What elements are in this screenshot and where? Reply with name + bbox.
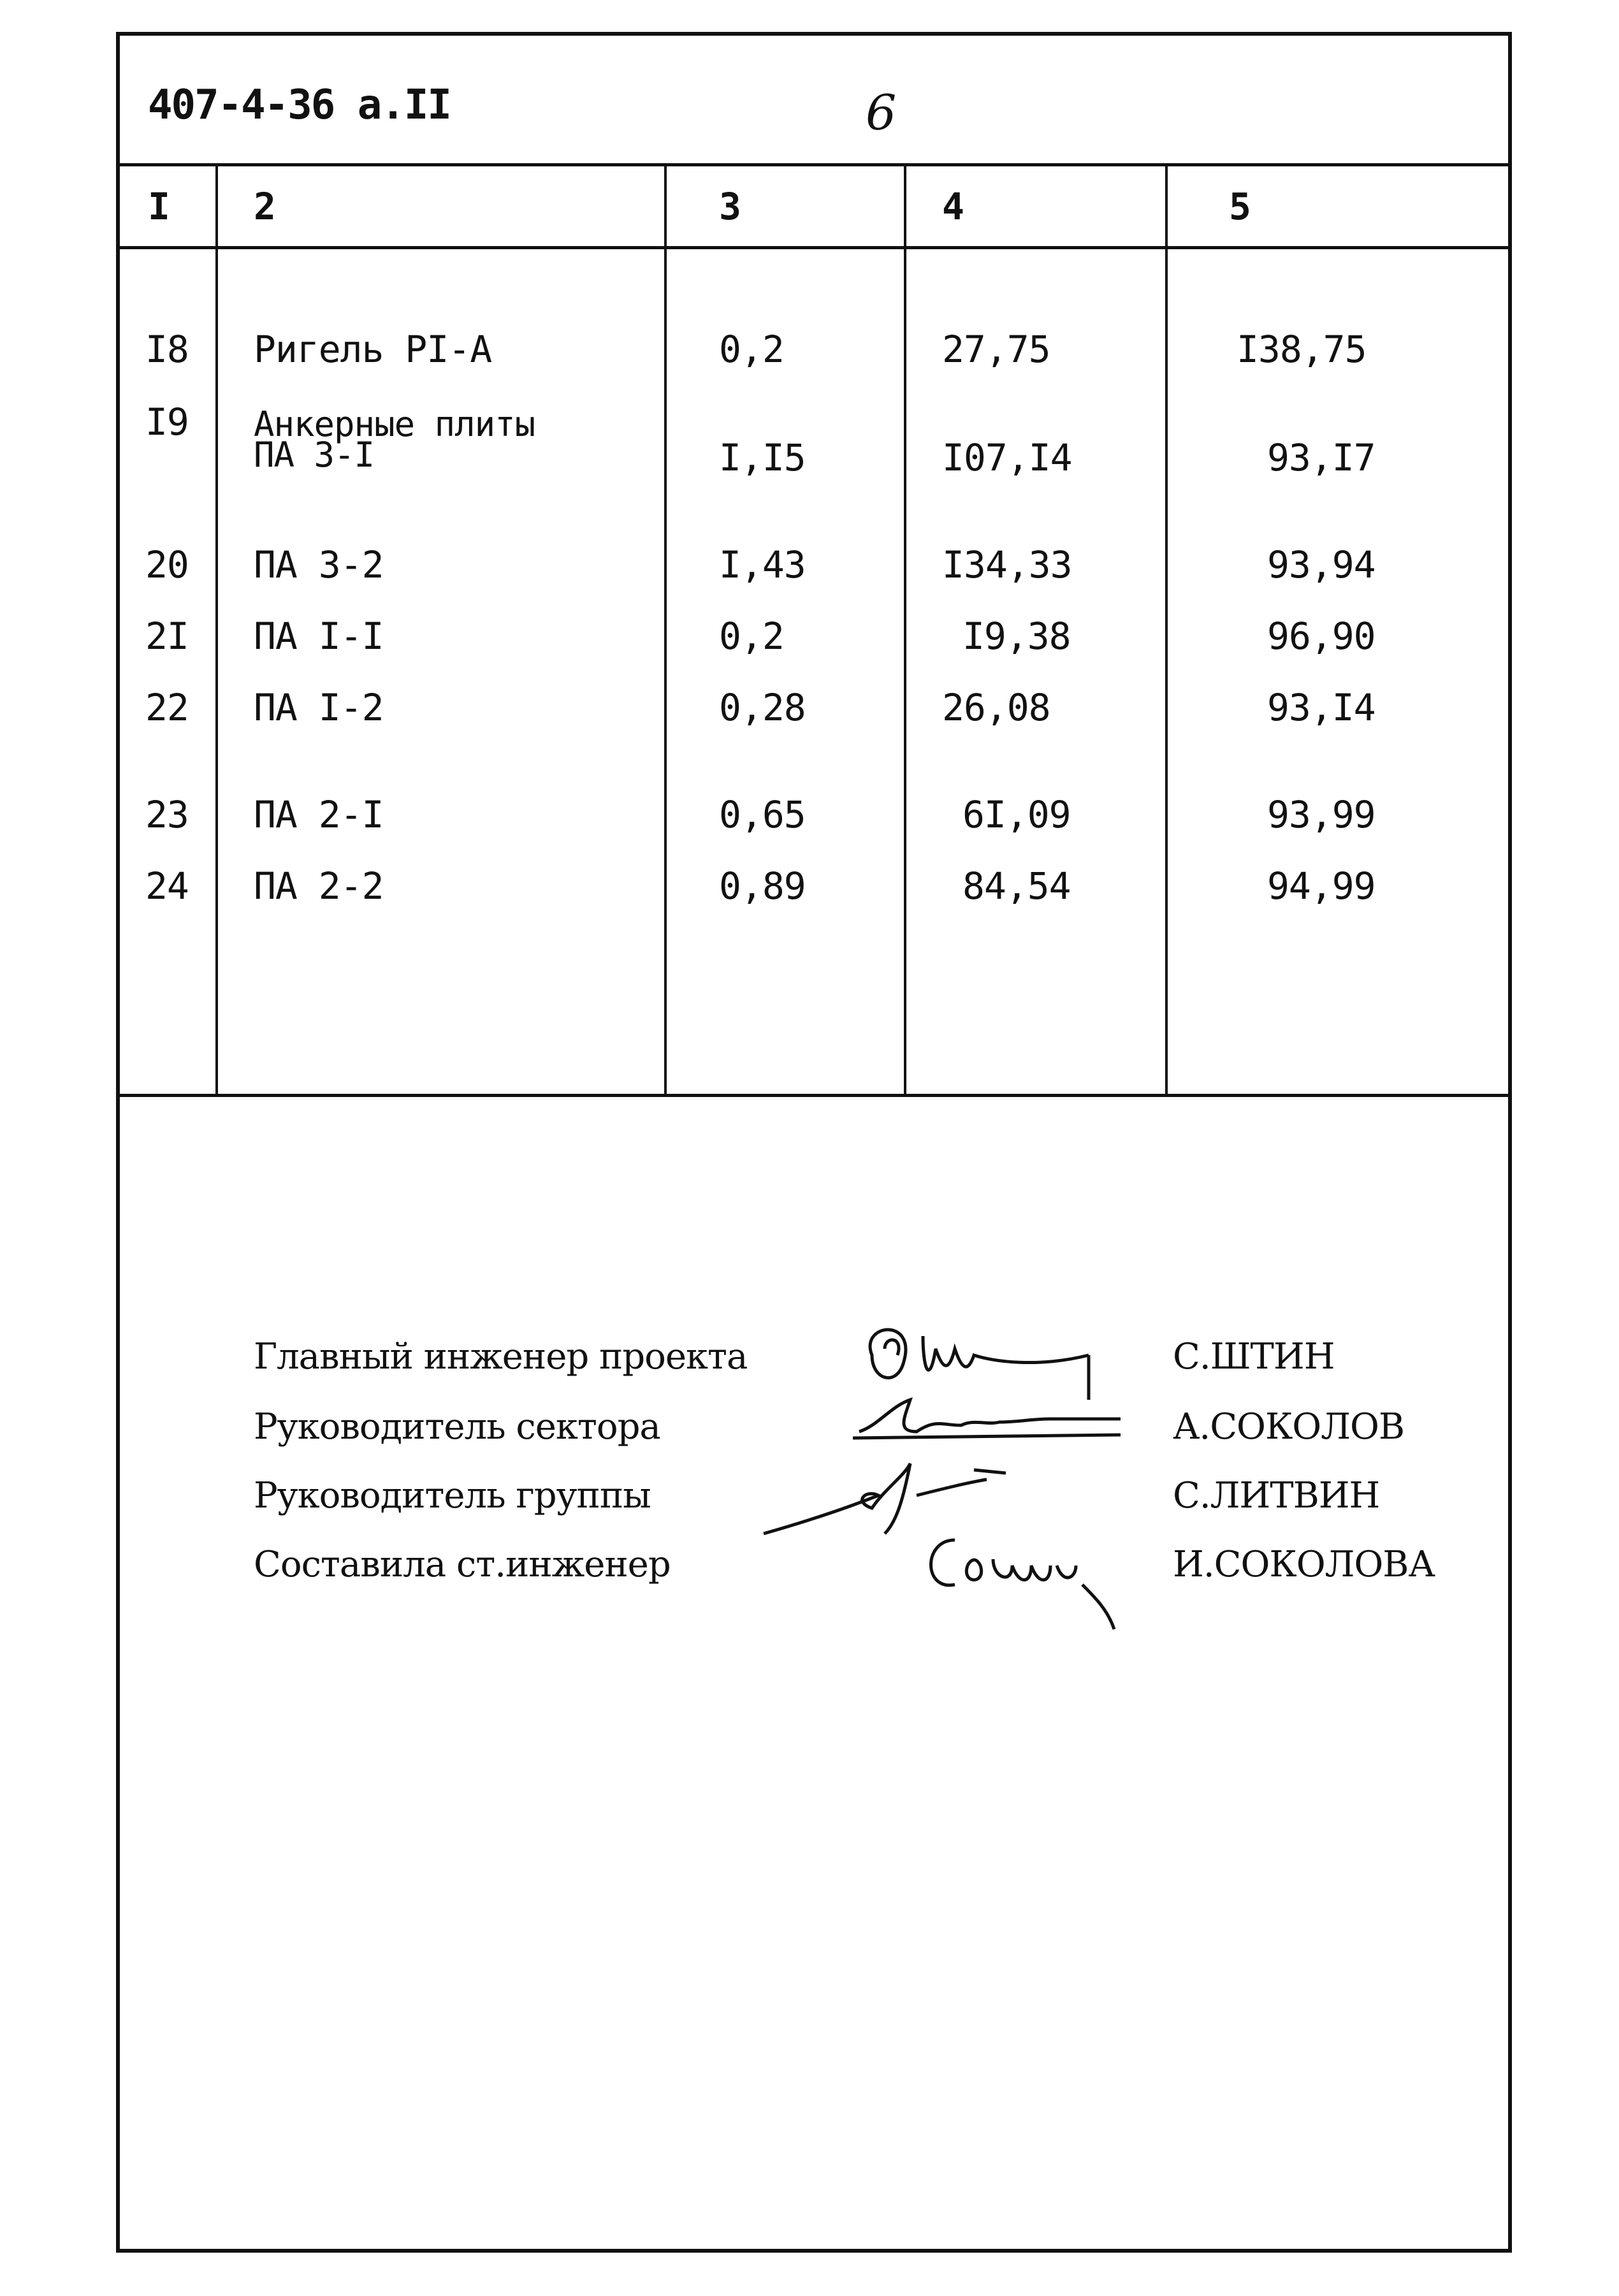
column-header: 3 [719,185,741,228]
value-col3: 0,89 [719,864,806,908]
row-number: I8 [145,328,189,371]
column-header: 2 [254,185,275,228]
signature-role: Составила ст.инженер [254,1544,671,1585]
item-group-name: Анкерные плиты [254,404,535,444]
value-col5: 93,94 [1267,543,1376,586]
signatory-name: С.ЛИТВИН [1173,1475,1380,1516]
column-header: 5 [1229,185,1251,228]
page-number: 6 [866,84,897,141]
signatory-name: А.СОКОЛОВ [1173,1406,1405,1448]
value-col5: 93,99 [1267,793,1376,836]
handwritten-signature [910,1515,1140,1642]
document-sheet [116,32,1512,2253]
value-col4: 27,75 [942,328,1050,371]
column-header: 4 [942,185,964,228]
title-block [120,36,1508,166]
value-col5: 93,I4 [1267,686,1376,729]
value-col5: 93,I7 [1267,436,1376,479]
value-col3: 0,28 [719,686,806,729]
value-col4: I9,38 [962,614,1071,658]
signature-role: Главный инженер проекта [254,1336,748,1377]
value-col5: 96,90 [1267,614,1376,658]
item-name: ПА 3-I [254,435,375,475]
value-col5: 94,99 [1267,864,1376,908]
item-name: ПА 2-2 [254,864,384,908]
column-divider [215,163,218,1094]
row-number: 22 [145,686,189,729]
item-name: ПА I-2 [254,686,384,729]
value-col3: I,43 [719,543,806,586]
row-number: I9 [145,400,189,444]
signature-role: Руководитель группы [254,1475,651,1516]
row-number: 23 [145,793,189,836]
signatory-name: С.ШТИН [1173,1336,1335,1377]
item-name: ПА 2-I [254,793,384,836]
value-col3: 0,2 [719,614,784,658]
value-col4: I07,I4 [942,436,1072,479]
value-col3: 0,2 [719,328,784,371]
column-header: I [148,185,170,228]
column-divider [664,163,667,1094]
value-col3: I,I5 [719,436,806,479]
value-col4: 84,54 [962,864,1071,908]
value-col4: 26,08 [942,686,1050,729]
column-divider [904,163,906,1094]
signature-role: Руководитель сектора [254,1406,660,1448]
item-name: Ригель PI-A [254,328,492,371]
item-name: ПА 3-2 [254,543,384,586]
value-col4: 6I,09 [962,793,1071,836]
row-number: 2I [145,614,189,658]
signatory-name: И.СОКОЛОВА [1173,1544,1435,1585]
value-col5: I38,75 [1237,328,1367,371]
row-number: 20 [145,543,189,586]
value-col3: 0,65 [719,793,806,836]
value-col4: I34,33 [942,543,1072,586]
document-code: 407-4-36 а.II [148,82,451,129]
item-name: ПА I-I [254,614,384,658]
column-divider [1165,163,1168,1094]
handwritten-signature [840,1387,1133,1451]
row-number: 24 [145,864,189,908]
specification-table [120,163,1508,1097]
table-header-row [120,163,1508,249]
